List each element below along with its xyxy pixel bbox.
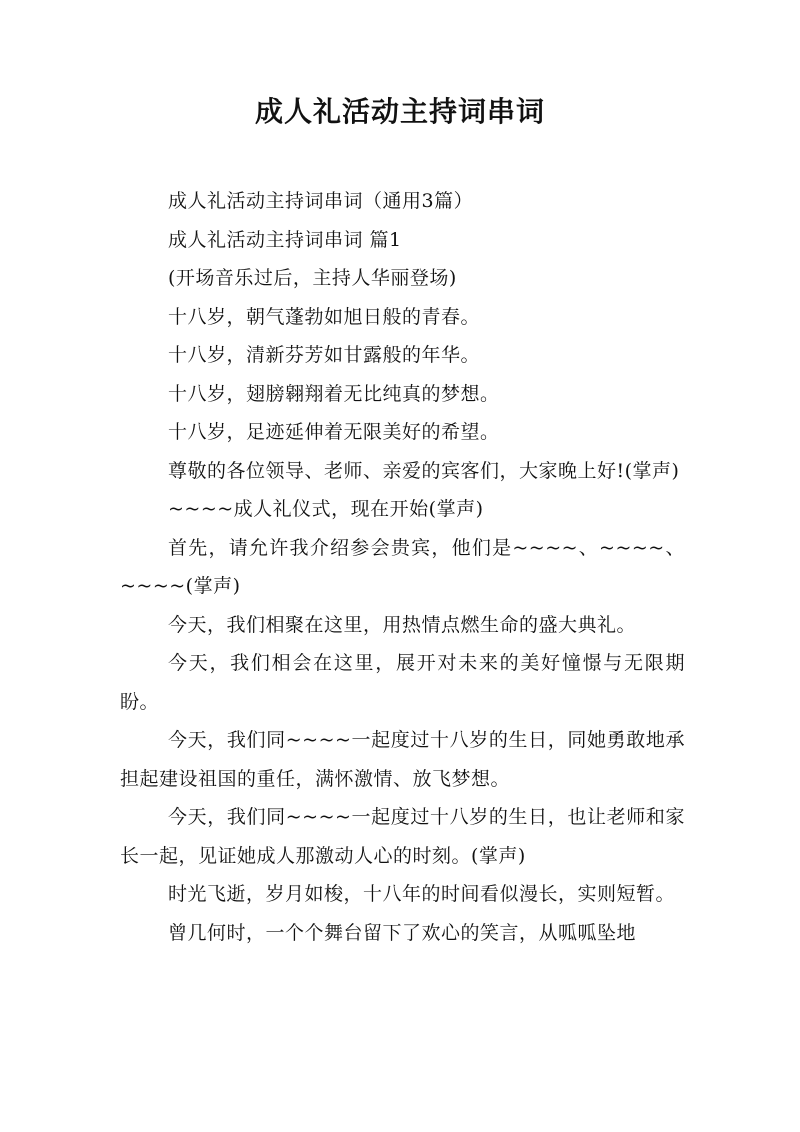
paragraph: 首先，请允许我介绍参会贵宾，他们是~~~~、~~~~、~~~~(掌声) — [120, 536, 685, 597]
paragraph: 今天，我们同~~~~一起度过十八岁的生日，也让老师和家长一起，见证她成人那激动人心的时刻。(掌声) — [120, 806, 685, 867]
paragraph: 十八岁，清新芬芳如甘露般的年华。 — [168, 344, 481, 366]
paragraph: ~~~~成人礼仪式，现在开始(掌声) — [168, 498, 484, 520]
paragraph-section-heading: 成人礼活动主持词串词 篇1 — [168, 228, 402, 251]
paragraph: 十八岁，翅膀翱翔着无比纯真的梦想。 — [168, 382, 500, 405]
paragraph: 今天，我们相会在这里，展开对未来的美好憧憬与无限期盼。 — [120, 652, 685, 713]
paragraph-subtitle: 成人礼活动主持词串词（通用3篇） — [168, 190, 474, 212]
paragraph: 尊敬的各位领导、老师、亲爱的宾客们，大家晚上好!(掌声) — [168, 459, 680, 482]
paragraph-stage-direction: (开场音乐过后，主持人华丽登场) — [168, 267, 457, 289]
paragraph: 今天，我们同~~~~一起度过十八岁的生日，同她勇敢地承担起建设祖国的重任，满怀激情、放飞梦想。 — [120, 729, 685, 790]
paragraph: 时光飞逝，岁月如梭，十八年的时间看似漫长，实则短暂。 — [168, 883, 676, 905]
paragraph: 曾几何时，一个个舞台留下了欢心的笑言，从呱呱坠地 — [168, 921, 637, 944]
document-title: 成人礼活动主持词串词 — [254, 95, 545, 128]
paragraph: 今天，我们相聚在这里，用热情点燃生命的盛大典礼。 — [168, 613, 637, 636]
paragraph: 十八岁，足迹延伸着无限美好的希望。 — [168, 421, 500, 443]
document-body — [120, 182, 685, 952]
paragraph: 十八岁，朝气蓬勃如旭日般的青春。 — [168, 305, 481, 328]
